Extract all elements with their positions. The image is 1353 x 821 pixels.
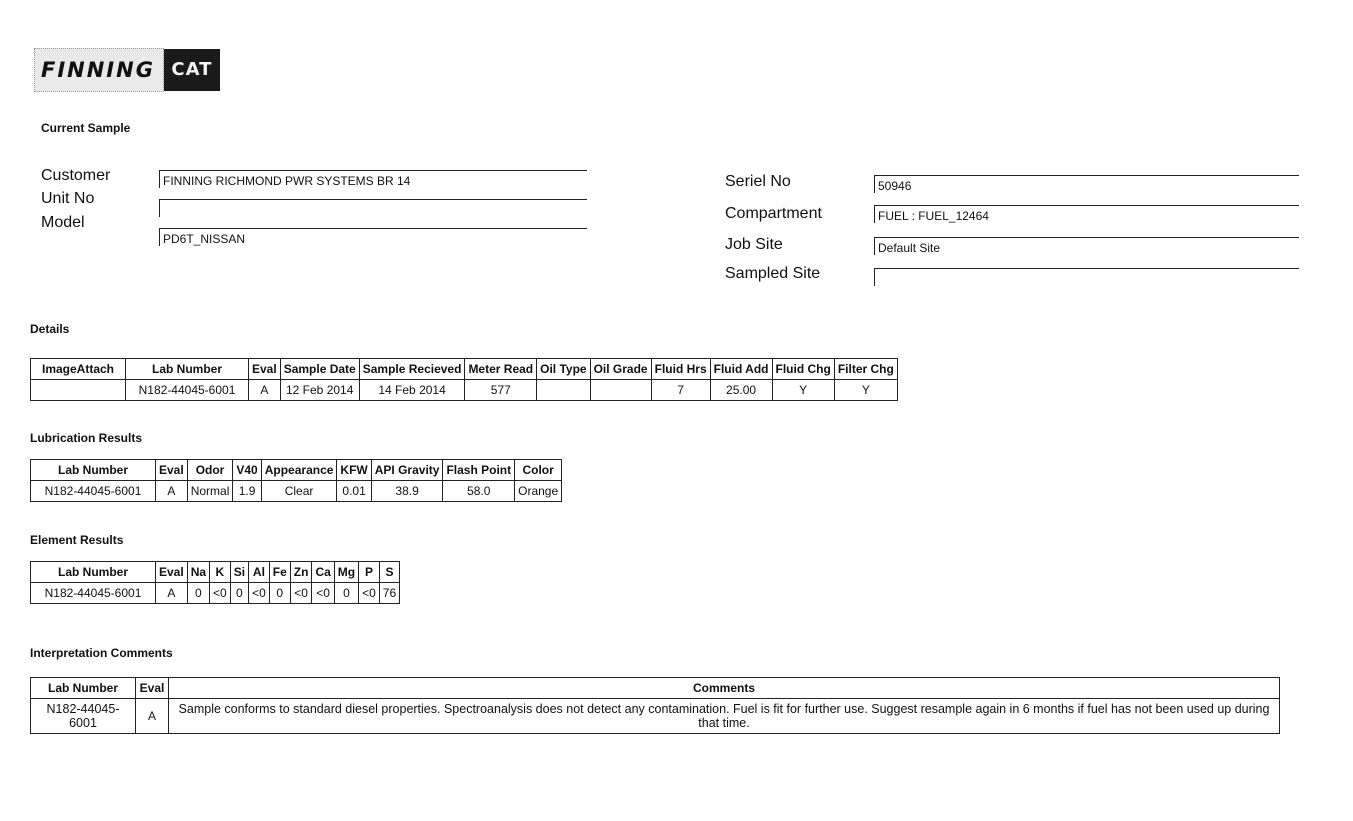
current-sample-title: Current Sample (41, 121, 131, 135)
details-cell: Y (772, 380, 834, 401)
lubrication-cell: A (156, 481, 188, 502)
lubrication-header: Appearance (261, 460, 337, 481)
interpretation-comment: Sample conforms to standard diesel properties. Spectroanalysis does not detect any contamination. Fuel is fit for further use. Suggest resample again in 6 months if fuel has not been used up during that time. (169, 699, 1280, 734)
details-header: Fluid Chg (772, 359, 834, 380)
lubrication-header: Odor (187, 460, 233, 481)
details-header: Lab Number (126, 359, 249, 380)
lubrication-header: V40 (233, 460, 261, 481)
interpretation-cell: N182-44045-6001 (31, 699, 136, 734)
details-cell: 577 (465, 380, 537, 401)
elements-cell: <0 (312, 583, 334, 604)
details-cell (31, 380, 126, 401)
elements-header: K (210, 562, 231, 583)
interpretation-table (30, 677, 1280, 734)
elements-cell: 0 (269, 583, 290, 604)
details-header: Eval (249, 359, 281, 380)
elements-header: Mg (334, 562, 358, 583)
lubrication-cell: 1.9 (233, 481, 261, 502)
elements-header: S (379, 562, 399, 583)
details-header: Oil Type (537, 359, 590, 380)
elements-cell: <0 (359, 583, 380, 604)
details-cell: Y (834, 380, 897, 401)
elements-cell: <0 (290, 583, 312, 604)
serial-no-label: Seriel No (725, 173, 791, 190)
elements-title: Element Results (30, 533, 124, 547)
model-label: Model (41, 214, 85, 231)
details-header: Fluid Add (710, 359, 772, 380)
interpretation-title: Interpretation Comments (30, 646, 173, 660)
lubrication-title: Lubrication Results (30, 431, 143, 445)
job-site-label: Job Site (725, 236, 783, 253)
sampled-site-label: Sampled Site (725, 265, 821, 282)
serial-no-field: 50946 (874, 175, 1299, 193)
interpretation-row (31, 699, 1280, 734)
details-header: Sample Date (280, 359, 359, 380)
elements-row (31, 583, 400, 604)
lubrication-cell: 58.0 (443, 481, 515, 502)
interpretation-header: Lab Number (31, 678, 136, 699)
details-cell: 14 Feb 2014 (359, 380, 465, 401)
elements-cell: <0 (249, 583, 270, 604)
lubrication-cell: Normal (187, 481, 233, 502)
lubrication-header: Flash Point (443, 460, 515, 481)
lubrication-cell: N182-44045-6001 (31, 481, 156, 502)
details-cell: 12 Feb 2014 (280, 380, 359, 401)
interpretation-cell: A (136, 699, 169, 734)
elements-cell: 0 (334, 583, 358, 604)
details-table (30, 358, 898, 401)
elements-cell: <0 (210, 583, 231, 604)
customer-field: FINNING RICHMOND PWR SYSTEMS BR 14 (159, 170, 587, 188)
elements-table (30, 561, 400, 604)
elements-header: P (359, 562, 380, 583)
elements-cell: N182-44045-6001 (31, 583, 156, 604)
unit-no-field (159, 199, 587, 217)
model-field: PD6T_NISSAN (159, 228, 587, 246)
elements-cell: 0 (230, 583, 248, 604)
lubrication-header: KFW (337, 460, 371, 481)
elements-header: Lab Number (31, 562, 156, 583)
lubrication-cell: Orange (515, 481, 562, 502)
elements-header: Fe (269, 562, 290, 583)
job-site-field: Default Site (874, 237, 1299, 255)
elements-cell: A (156, 583, 188, 604)
details-header: ImageAttach (31, 359, 126, 380)
elements-header: Eval (156, 562, 188, 583)
lubrication-cell: Clear (261, 481, 337, 502)
elements-header: Zn (290, 562, 312, 583)
finning-wordmark: FINNING (34, 48, 164, 92)
details-cell: 25.00 (710, 380, 772, 401)
lubrication-header: Color (515, 460, 562, 481)
details-header-row (31, 359, 898, 380)
details-header: Fluid Hrs (651, 359, 710, 380)
elements-cell: 0 (187, 583, 209, 604)
interpretation-header-row (31, 678, 1280, 699)
lubrication-table (30, 459, 562, 502)
customer-label: Customer (41, 167, 111, 184)
unit-no-label: Unit No (41, 190, 95, 207)
lubrication-header: API Gravity (371, 460, 443, 481)
details-cell (537, 380, 590, 401)
details-cell: A (249, 380, 281, 401)
finning-cat-logo (34, 46, 220, 94)
lubrication-header: Eval (156, 460, 188, 481)
details-cell: 7 (651, 380, 710, 401)
compartment-field: FUEL : FUEL_12464 (874, 205, 1299, 223)
interpretation-header: Comments (169, 678, 1280, 699)
details-row (31, 380, 898, 401)
details-header: Meter Read (465, 359, 537, 380)
details-title: Details (30, 322, 70, 336)
lubrication-cell: 38.9 (371, 481, 443, 502)
elements-header: Si (230, 562, 248, 583)
details-header: Oil Grade (590, 359, 651, 380)
details-header: Sample Recieved (359, 359, 465, 380)
elements-header: Al (249, 562, 270, 583)
details-cell (590, 380, 651, 401)
lubrication-row (31, 481, 562, 502)
lubrication-header: Lab Number (31, 460, 156, 481)
details-header: Filter Chg (834, 359, 897, 380)
elements-cell: 76 (379, 583, 399, 604)
elements-header-row (31, 562, 400, 583)
compartment-label: Compartment (725, 205, 822, 222)
interpretation-header: Eval (136, 678, 169, 699)
lubrication-header-row (31, 460, 562, 481)
elements-header: Ca (312, 562, 334, 583)
details-cell: N182-44045-6001 (126, 380, 249, 401)
sampled-site-field (874, 268, 1299, 286)
elements-header: Na (187, 562, 209, 583)
lubrication-cell: 0.01 (337, 481, 371, 502)
cat-logo-icon: CAT (164, 49, 220, 91)
